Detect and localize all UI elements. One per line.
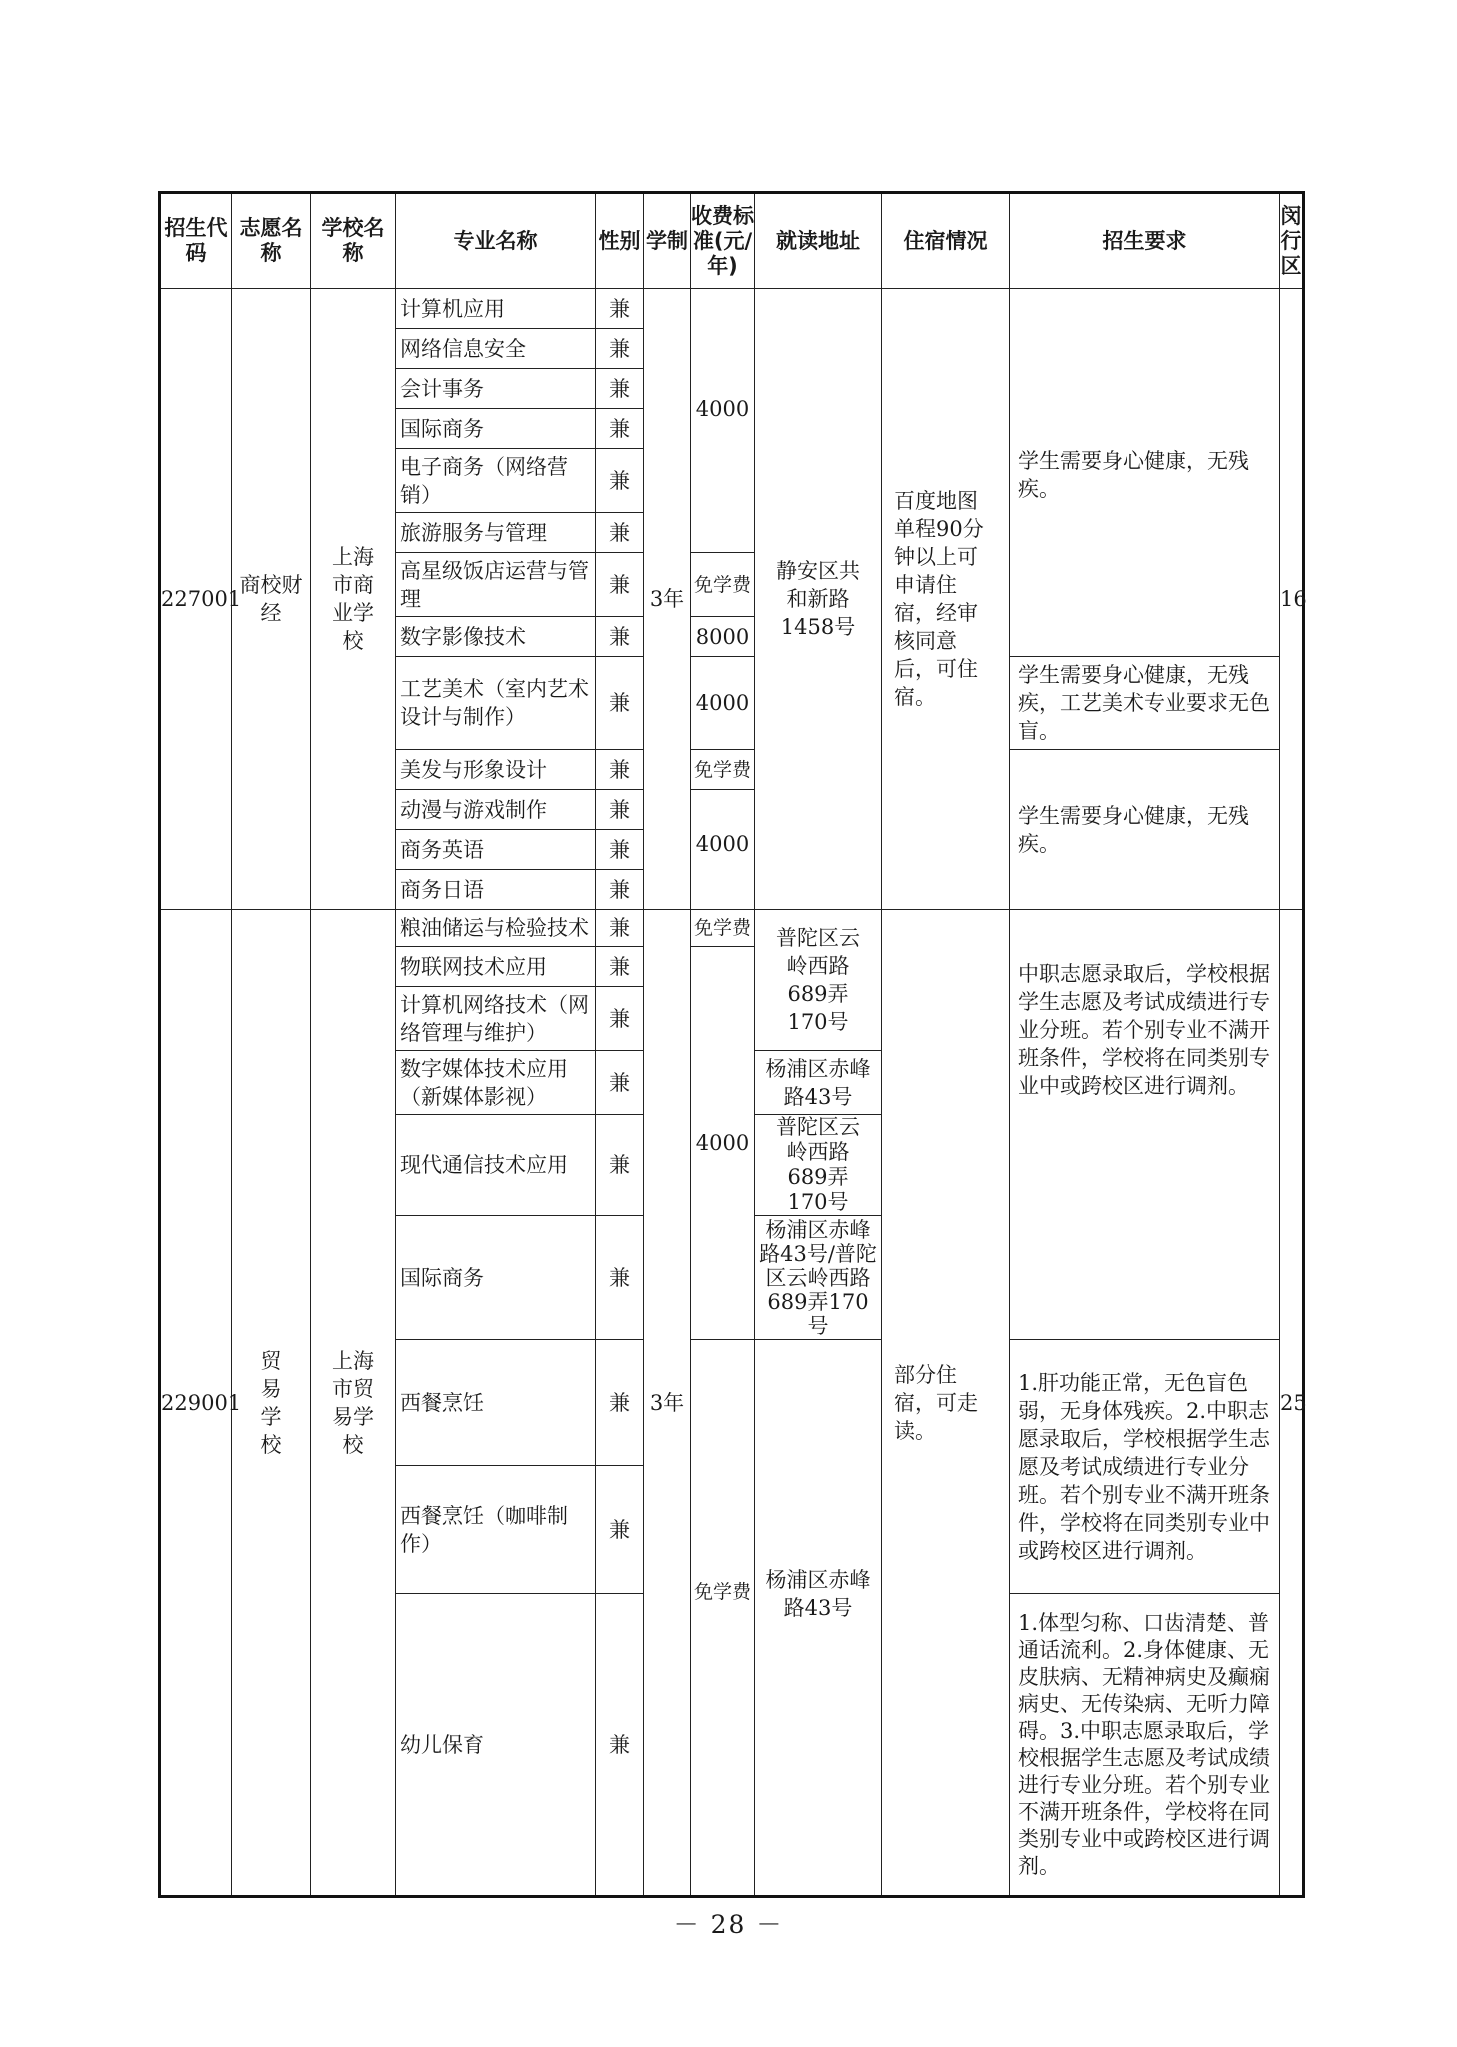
table-row [160,910,1304,947]
major-name: 幼儿保育 [396,1594,596,1897]
header-district: 闵行区 [1280,193,1304,289]
requirement: 学生需要身心健康，无残疾，工艺美术专业要求无色盲。 [1010,657,1280,750]
fee: 4000 [691,289,755,553]
major-gender: 兼 [596,830,644,870]
fee: 免学费 [691,553,755,617]
major-name: 旅游服务与管理 [396,513,596,553]
fee: 4000 [691,657,755,750]
major-name: 美发与形象设计 [396,750,596,790]
major-gender: 兼 [596,657,644,750]
school1-address: 静安区共和新路1458号 [755,289,882,910]
major-name: 国际商务 [396,1216,596,1340]
fee: 免学费 [691,910,755,947]
school2-volunteer: 贸易学校 [232,910,311,1897]
major-name: 数字影像技术 [396,617,596,657]
school2-years: 3年 [644,910,691,1897]
fee: 免学费 [691,1340,755,1897]
major-name: 高星级饭店运营与管理 [396,553,596,617]
major-name: 国际商务 [396,409,596,449]
major-gender: 兼 [596,369,644,409]
header-lodging: 住宿情况 [882,193,1010,289]
major-name: 计算机网络技术（网络管理与维护） [396,987,596,1051]
school1-quota: 16 [1280,289,1304,910]
header-major: 专业名称 [396,193,596,289]
major-name: 现代通信技术应用 [396,1115,596,1216]
major-name: 西餐烹饪（咖啡制作） [396,1466,596,1594]
major-name: 粮油储运与检验技术 [396,910,596,947]
major-gender: 兼 [596,409,644,449]
major-name: 网络信息安全 [396,329,596,369]
school2-lodging: 部分住宿，可走读。 [882,910,1010,1897]
address: 杨浦区赤峰路43号 [755,1340,882,1897]
major-gender: 兼 [596,1216,644,1340]
major-gender: 兼 [596,1594,644,1897]
major-name: 工艺美术（室内艺术设计与制作） [396,657,596,750]
header-volunteer: 志愿名称 [232,193,311,289]
requirement: 学生需要身心健康，无残疾。 [1010,289,1280,657]
requirement: 1.肝功能正常，无色盲色弱，无身体残疾。2.中职志愿录取后，学校根据学生志愿及考试成绩进行专业分班。若个别专业不满开班条件，学校将在同类别专业中或跨校区进行调剂。 [1010,1340,1280,1594]
major-gender: 兼 [596,750,644,790]
major-gender: 兼 [596,513,644,553]
header-requirements: 招生要求 [1010,193,1280,289]
address: 普陀区云岭西路689弄170号 [755,910,882,1051]
major-name: 会计事务 [396,369,596,409]
header-years: 学制 [644,193,691,289]
fee: 8000 [691,617,755,657]
requirement: 1.体型匀称、口齿清楚、普通话流利。2.身体健康、无皮肤病、无精神病史及癫痫病史、无传染病、无听力障碍。3.中职志愿录取后，学校根据学生志愿及考试成绩进行专业分班。若个别专业不满开班条件，学校将在同类别专业中或跨校区进行调剂。 [1010,1594,1280,1897]
header-school: 学校名称 [311,193,396,289]
header-row [160,193,1304,289]
address: 普陀区云岭西路689弄170号 [755,1115,882,1216]
school1-name: 上海市商业学校 [311,289,396,910]
major-gender: 兼 [596,910,644,947]
school1-years: 3年 [644,289,691,910]
fee: 免学费 [691,750,755,790]
school1-volunteer: 商校财经 [232,289,311,910]
school2-quota: 25 [1280,910,1304,1897]
address: 杨浦区赤峰路43号/普陀区云岭西路689弄170号 [755,1216,882,1340]
school2-name: 上海市贸易学校 [311,910,396,1897]
major-name: 数字媒体技术应用（新媒体影视） [396,1051,596,1115]
major-name: 电子商务（网络营销） [396,449,596,513]
requirement: 中职志愿录取后，学校根据学生志愿及考试成绩进行专业分班。若个别专业不满开班条件，学校将在同类别专业中或跨校区进行调剂。 [1010,910,1280,1340]
major-name: 西餐烹饪 [396,1340,596,1466]
major-name: 物联网技术应用 [396,947,596,987]
major-gender: 兼 [596,449,644,513]
school1-code: 227001 [160,289,232,910]
major-gender: 兼 [596,289,644,329]
page-number: － 28 － [673,1910,784,1939]
major-name: 计算机应用 [396,289,596,329]
requirement: 学生需要身心健康，无残疾。 [1010,750,1280,910]
header-address: 就读地址 [755,193,882,289]
school2-code: 229001 [160,910,232,1897]
major-gender: 兼 [596,1051,644,1115]
fee: 4000 [691,947,755,1340]
header-gender: 性别 [596,193,644,289]
major-name: 动漫与游戏制作 [396,790,596,830]
major-gender: 兼 [596,790,644,830]
major-gender: 兼 [596,1340,644,1466]
major-gender: 兼 [596,329,644,369]
table-row [160,289,1304,329]
major-gender: 兼 [596,1115,644,1216]
enrollment-table [158,191,1305,1898]
major-name: 商务日语 [396,870,596,910]
major-gender: 兼 [596,987,644,1051]
major-gender: 兼 [596,553,644,617]
major-name: 商务英语 [396,830,596,870]
header-code: 招生代码 [160,193,232,289]
fee: 4000 [691,790,755,910]
header-fee: 收费标准(元/年) [691,193,755,289]
school1-lodging: 百度地图单程90分钟以上可申请住宿，经审核同意后，可住宿。 [882,289,1010,910]
major-gender: 兼 [596,1466,644,1594]
major-gender: 兼 [596,947,644,987]
address: 杨浦区赤峰路43号 [755,1051,882,1115]
major-gender: 兼 [596,617,644,657]
major-gender: 兼 [596,870,644,910]
